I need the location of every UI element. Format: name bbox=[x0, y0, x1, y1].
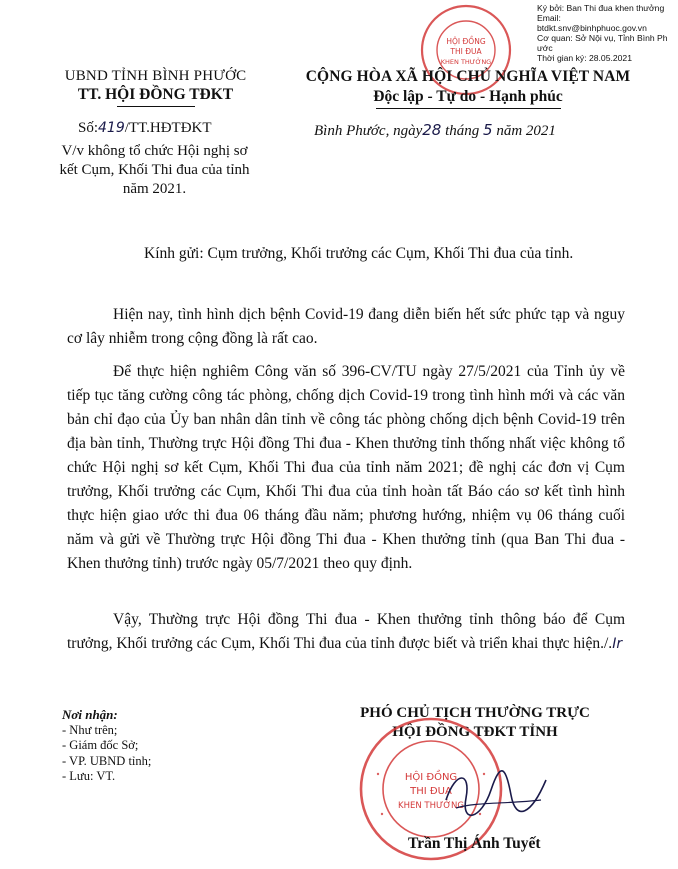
nation-title: CỘNG HÒA XÃ HỘI CHỦ NGHĨA VIỆT NAM bbox=[305, 68, 631, 85]
body-paragraph-1: Hiện nay, tình hình dịch bệnh Covid-19 đang diễn biến hết sức phức tạp và nguy cơ lây nhiễm trong cộng đồng là rất cao. bbox=[67, 306, 625, 347]
date-year: năm 2021 bbox=[496, 123, 556, 139]
signer-position: PHÓ CHỦ TỊCH THƯỜNG TRỰC bbox=[360, 705, 590, 721]
sig-agency: Cơ quan: Sở Nội vụ, Tỉnh Bình Phước bbox=[537, 33, 668, 53]
document-number bbox=[78, 120, 212, 137]
org-name: TT. HỘI ĐỒNG TĐKT bbox=[77, 86, 234, 103]
date-day: 28 bbox=[422, 121, 442, 139]
receiver-item: - VP. UBND tỉnh; bbox=[62, 753, 152, 768]
document-subject: V/v không tổ chức Hội nghị sơ kết Cụm, Khối Thi đua của tỉnh năm 2021. bbox=[59, 143, 250, 197]
seal-line1: HỘI ĐỒNG bbox=[404, 772, 458, 783]
top-stamp-line2: THI ĐUA bbox=[450, 47, 482, 56]
signer-name: Trần Thị Ánh Tuyết bbox=[408, 835, 541, 852]
motto-underline bbox=[376, 108, 561, 109]
date-month: 5 bbox=[483, 121, 493, 139]
handwritten-mark: Ir bbox=[612, 636, 623, 652]
receivers-list bbox=[62, 707, 151, 785]
sig-email-label: Email: bbox=[537, 13, 561, 23]
sig-time: Thời gian ký: 28.05.2021 bbox=[537, 53, 632, 63]
top-stamp-line3: KHEN THƯỞNG bbox=[440, 58, 492, 66]
org-parent: UBND TỈNH BÌNH PHƯỚC bbox=[64, 68, 247, 84]
sig-signer: Ký bởi: Ban Thi đua khen thưởng bbox=[537, 3, 665, 13]
issuer-header bbox=[48, 68, 263, 107]
body-paragraph-2: Để thực hiện nghiêm Công văn số 396-CV/TU ngày 27/5/2021 của Tỉnh ủy về tiếp tục tăng cường công tác phòng, chống dịch Covid-19 trong tình hình mới và các văn bản chỉ đạo của Ủy ban nhân dân tỉnh về công tác phòng chống dịch bệnh Covid-19 trên địa bàn tỉnh, Thường trực Hội đồng Thi đua - Khen thưởng tỉnh thống nhất việc không tổ chức Hội nghị sơ kết Cụm, Khối Thi đua của tỉnh năm 2021; đề nghị các đơn vị Cụm trưởng, Khối trưởng các Cụm, Khối Thi đua của tỉnh hoàn tất Báo cáo sơ kết tình hình thực hiện giao ước thi đua 06 tháng đầu năm; phương hướng, nhiệm vụ 06 tháng cuối năm và gửi về Thường trực Hội đồng Thi đua - Khen thưởng tỉnh (qua Ban Thi đua - Khen thưởng tỉnh) trước ngày 05/7/2021 theo quy định. bbox=[67, 363, 625, 572]
motto: Độc lập - Tự do - Hạnh phúc bbox=[373, 88, 563, 105]
place-date bbox=[314, 121, 556, 140]
sig-email: btdkt.snv@binhphuoc.gov.vn bbox=[537, 23, 647, 33]
org-underline bbox=[117, 106, 195, 107]
handwritten-signature-icon bbox=[436, 760, 556, 830]
doc-number-prefix: Số: bbox=[78, 120, 99, 136]
receivers-title: Nơi nhận: bbox=[62, 707, 118, 722]
month-label: tháng bbox=[445, 123, 480, 139]
signer-council: HỘI ĐỒNG TĐKT TỈNH bbox=[392, 724, 558, 740]
seal-line2: THI ĐUA bbox=[410, 786, 452, 797]
receiver-item: - Lưu: VT. bbox=[62, 769, 116, 783]
top-stamp-line1: HỘI ĐỒNG bbox=[446, 37, 486, 46]
digital-signature-info bbox=[537, 3, 672, 63]
seal-line3: KHEN THƯỞNG bbox=[398, 801, 464, 811]
doc-number-value: 419 bbox=[98, 120, 125, 136]
receiver-item: - Giám đốc Sở; bbox=[62, 738, 139, 752]
body-paragraph-3-text: Vậy, Thường trực Hội đồng Thi đua - Khen thưởng tỉnh thông báo để Cụm trưởng, Khối trưởng các Cụm, Khối Thi đua của tỉnh được biết và triển khai thực hiện./. bbox=[67, 611, 625, 652]
doc-number-suffix: /TT.HĐTĐKT bbox=[124, 120, 212, 136]
national-header bbox=[268, 68, 668, 109]
place-text: Bình Phước, ngày bbox=[314, 123, 423, 139]
body-paragraph-3 bbox=[67, 608, 625, 656]
receiver-item: - Như trên; bbox=[62, 722, 118, 737]
recipient-line: Kính gửi: Cụm trưởng, Khối trưởng các Cụm, Khối Thi đua của tỉnh. bbox=[144, 245, 574, 262]
